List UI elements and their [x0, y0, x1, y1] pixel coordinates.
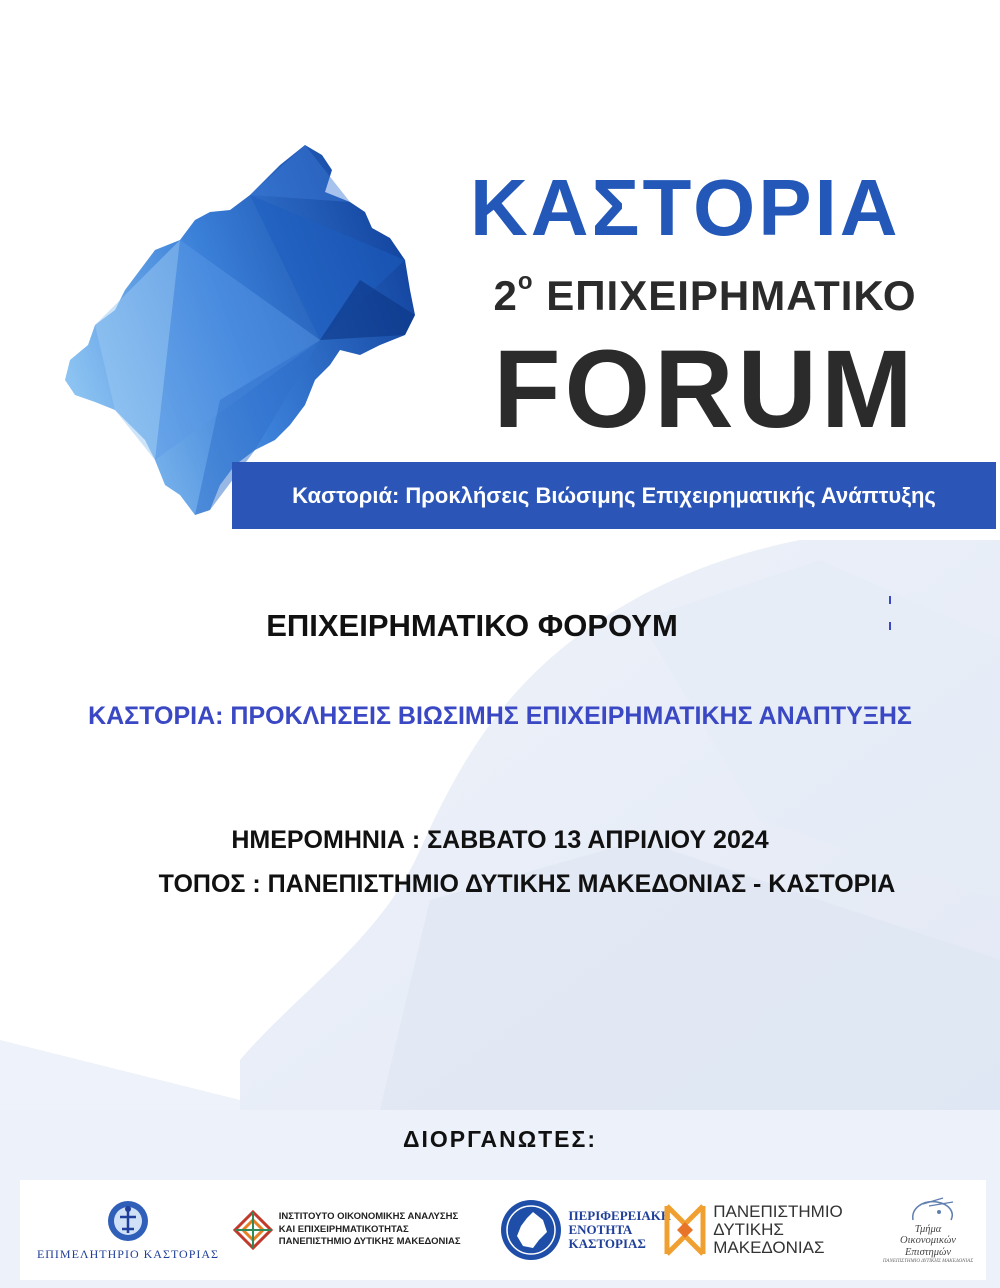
chamber-name: ΕΠΙΜΕΛΗΤΗΡΙΟ ΚΑΣΤΟΡΙΑΣ	[36, 1246, 220, 1261]
economics-line-4: ΠΑΝΕΠΙΣΤΗΜΙΟ ΔΥΤΙΚΗΣ ΜΑΚΕΔΟΝΙΑΣ	[882, 1258, 974, 1264]
university-line-1: ΠΑΝΕΠΙΣΤΗΜΙΟ	[713, 1202, 843, 1222]
university-line-2: ΔΥΤΙΚΗΣ ΜΑΚΕΔΟΝΙΑΣ	[713, 1220, 825, 1257]
logo-chamber-kastoria	[28, 1199, 228, 1262]
economics-line-3: Επιστημών	[905, 1247, 951, 1259]
theme-banner	[232, 462, 996, 529]
economics-head-icon	[893, 1196, 963, 1224]
economics-line-1: Τμήμα	[914, 1223, 942, 1235]
regional-line-1: ΠΕΡΙΦΕΡΕΙΑΚΗ	[568, 1207, 672, 1223]
regional-line-2: ΕΝΟΤΗΤΑ	[568, 1221, 633, 1237]
theme-subheading: ΚΑΣΤΟΡΙΑ: ΠΡΟΚΛΗΣΕΙΣ ΒΙΩΣΙΜΗΣ ΕΠΙΧΕΙΡΗΜΑΤΙΚΗΣ ΑΝΑΠΤΥΞΗΣ	[88, 702, 912, 730]
edition-suffix: ο	[517, 268, 534, 295]
institute-line-3: ΠΑΝΕΠΙΣΤΗΜΙΟ ΔΥΤΙΚΗΣ ΜΑΚΕΔΟΝΙΑΣ	[278, 1236, 461, 1248]
organizers-label: ΔΙΟΡΓΑΝΩΤΕΣ:	[403, 1126, 597, 1152]
institute-knot-icon	[233, 1210, 273, 1250]
event-date: ΗΜΕΡΟΜΗΝΙΑ : ΣΑΒΒΑΤΟ 13 ΑΠΡΙΛΙΟΥ 2024	[231, 826, 769, 854]
organizer-logos	[20, 1180, 986, 1280]
logo-regional-unit	[499, 1198, 672, 1262]
title-city: ΚΑΣΤΟΡΙΑ	[470, 163, 901, 252]
institute-line-2: ΚΑΙ ΕΠΙΧΕΙΡΗΜΑΤΙΚΟΤΗΤΑΣ	[278, 1223, 409, 1235]
regional-line-3: ΚΑΣΤΟΡΙΑΣ	[568, 1236, 646, 1252]
logo-institute	[233, 1210, 494, 1250]
logo-economics-department	[878, 1196, 978, 1264]
edition-number: 2	[493, 272, 518, 319]
regional-unit-emblem-icon	[499, 1198, 563, 1262]
economics-line-2: Οικονομικών	[900, 1235, 956, 1247]
edition-word: ΕΠΙΧΕΙΡΗΜΑΤΙΚΟ	[546, 272, 917, 319]
event-place: ΤΟΠΟΣ : ΠΑΝΕΠΙΣΤΗΜΙΟ ΔΥΤΙΚΗΣ ΜΑΚΕΔΟΝΙΑΣ - ΚΑΣΤΟΡΙΑ	[158, 870, 896, 898]
forum-heading: ΕΠΙΧΕΙΡΗΜΑΤΙΚΟ ΦΟΡΟΥΜ	[266, 608, 678, 643]
institute-line-1: ΙΝΣΤΙΤΟΥΤΟ ΟΙΚΟΝΟΜΙΚΗΣ ΑΝΑΛΥΣΗΣ	[278, 1211, 459, 1223]
university-mark-icon	[663, 1202, 707, 1258]
logo-university	[663, 1202, 873, 1258]
forum-title: FORUM	[493, 328, 917, 451]
chamber-emblem-icon	[102, 1199, 154, 1245]
banner-text: Καστοριά: Προκλήσεις Βιώσιμης Επιχειρηματικής Ανάπτυξης	[292, 482, 936, 508]
edition-title	[470, 268, 940, 319]
